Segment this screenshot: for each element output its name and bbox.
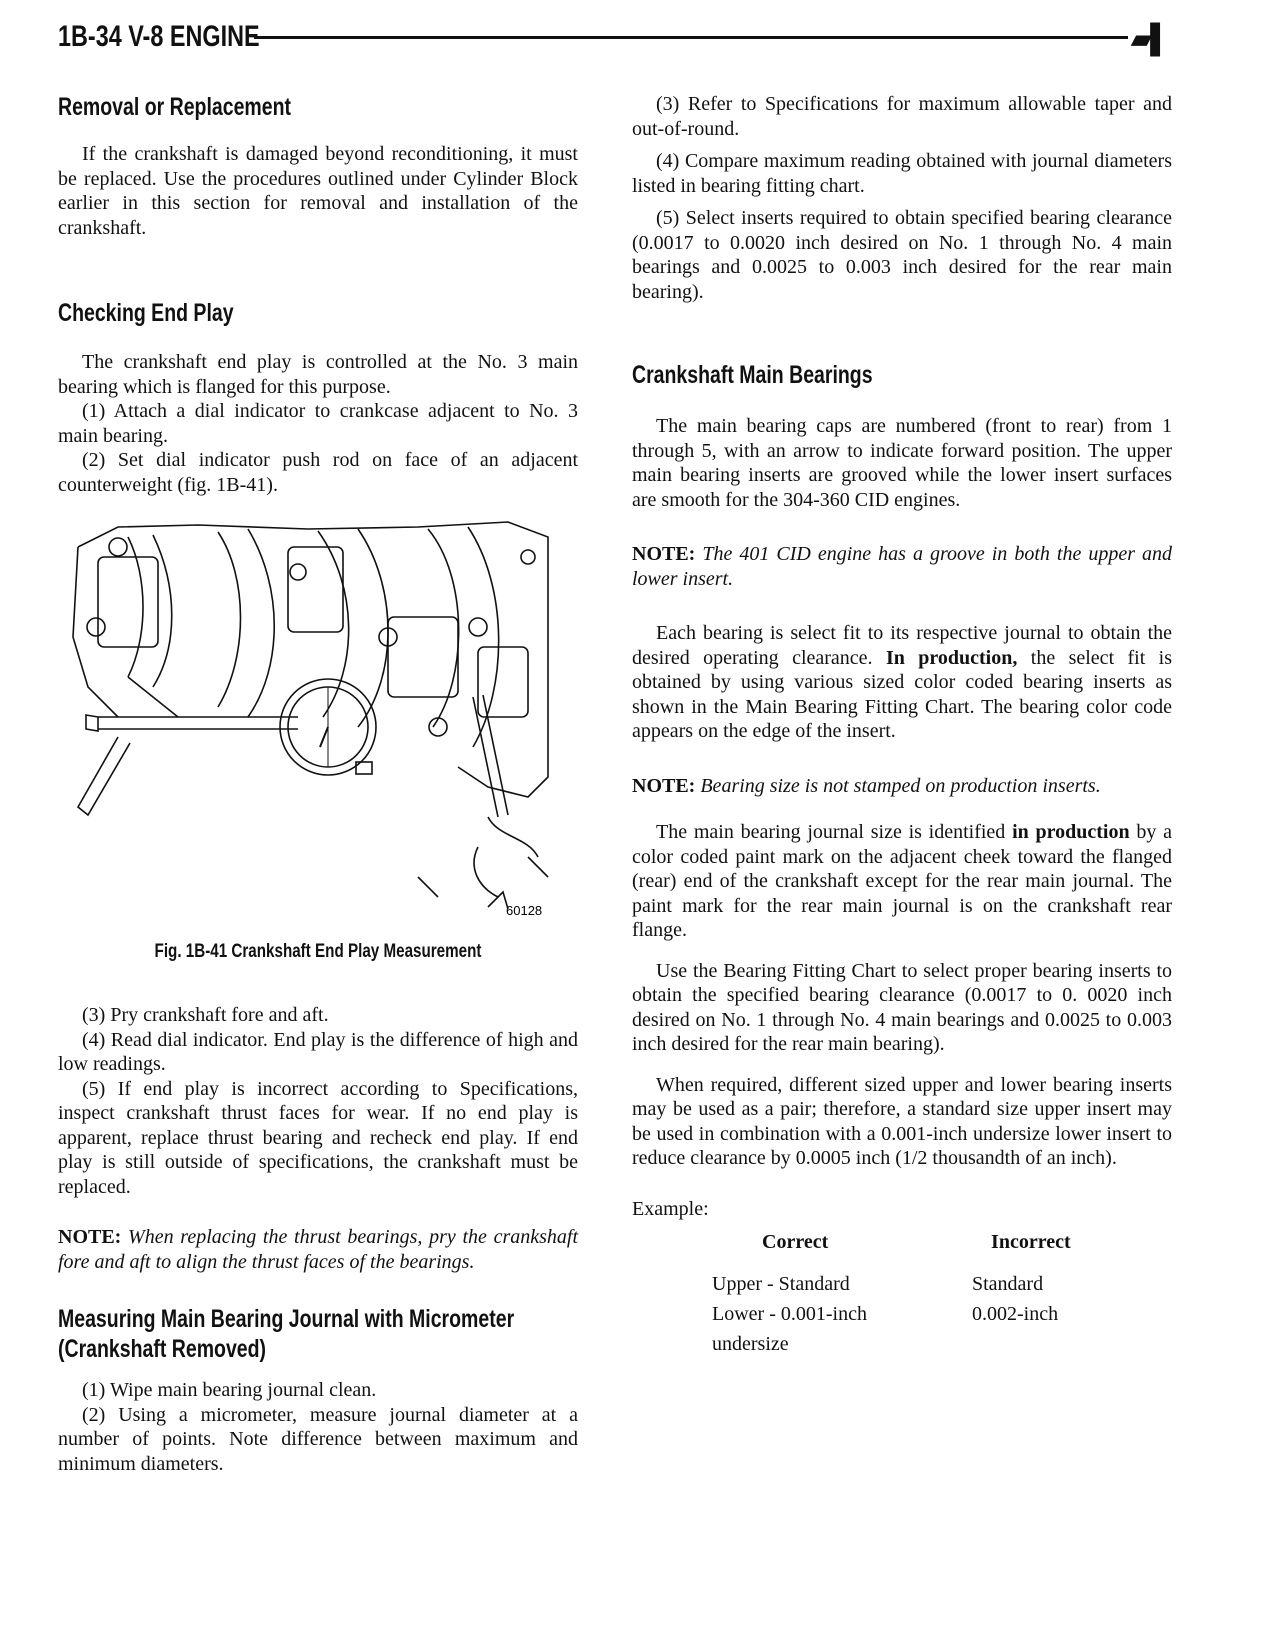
right-step-5: (5) Select inserts required to obtain specified bearing clearance (0.0017 to 0.0020 inch desired on No. 1 through No. 4 main bearings and 0.0025 to 0.003 inch desired for the rear main bearing).: [632, 207, 1172, 303]
table-cell: Standard: [972, 1273, 1044, 1295]
left-column: [58, 92, 578, 1476]
brand-logo-icon: ▰▌: [1130, 23, 1168, 54]
main-bearings-paragraph: The main bearing caps are numbered (front to rear) from 1 through 5, with an arrow to indicate forward position. The upper main bearing inserts are grooved while the lower insert surfaces are smooth for the 304-360 CID engines.: [632, 415, 1172, 511]
select-fit-text: the select fit is obtained by using various sized color coded bearing inserts as shown in the Main Bearing Fitting Chart. The bearing color code appears on the edge of the insert.: [632, 646, 1173, 742]
select-fit-text: Each bearing is select fit to its respective journal to obtain the desired operating clearance.: [632, 622, 1172, 669]
table-cell: undersize: [712, 1333, 789, 1355]
example-label: Example:: [632, 1197, 709, 1220]
table-cell: Lower - 0.001-inch: [712, 1303, 867, 1325]
select-fit-paragraph: [632, 621, 1172, 744]
page-title: 1B-34 V-8 ENGINE: [58, 20, 260, 53]
table-header-cell: Incorrect: [991, 1231, 1071, 1253]
example-table: [712, 1227, 1132, 1359]
table-header-row: [712, 1227, 1132, 1257]
note-label: NOTE:: [58, 1226, 122, 1248]
note-text: The 401 CID engine has a groove in both the upper and lower insert.: [632, 543, 1172, 590]
thrust-note: [58, 1225, 578, 1274]
note-text: When replacing the thrust bearings, pry the crankshaft fore and aft to align the thrust faces of the bearings.: [58, 1226, 578, 1273]
cid-note: [632, 542, 1172, 591]
main-bearings-heading: Crankshaft Main Bearings: [632, 361, 873, 389]
table-header-cell: Correct: [762, 1231, 829, 1253]
table-cell: 0.002-inch: [972, 1303, 1059, 1325]
table-cell: [972, 1329, 1132, 1359]
endplay-step-1: (1) Attach a dial indicator to crankcase adjacent to No. 3 main bearing.: [58, 400, 578, 447]
journal-size-emphasis: in production: [1012, 821, 1130, 843]
figure-caption: Fig. 1B-41 Crankshaft End Play Measurement: [154, 941, 482, 962]
removal-paragraph: If the crankshaft is damaged beyond reconditioning, it must be replaced. Use the procedures outlined under Cylinder Block earlier in this section for removal and installation of the crankshaft.: [58, 143, 578, 239]
note-text: Bearing size is not stamped on production inserts.: [700, 774, 1101, 797]
header-rule: [254, 36, 1128, 39]
journal-size-paragraph: [632, 820, 1172, 943]
journal-size-text: The main bearing journal size is identified: [656, 821, 1006, 843]
table-row: [712, 1269, 1132, 1299]
pair-paragraph: When required, different sized upper and lower bearing inserts may be used as a pair; therefore, a standard size upper insert may be used in combination with a 0.001-inch undersize lower insert to reduce clearance by 0.0005 inch (1/2 thousandth of an inch).: [632, 1073, 1172, 1169]
removal-heading: Removal or Replacement: [58, 93, 292, 121]
figure-id-label: 60128: [506, 903, 543, 918]
figure-1b-41: [58, 517, 578, 937]
note-label: NOTE:: [632, 774, 696, 797]
endplay-step-4: (4) Read dial indicator. End play is the difference of high and low readings.: [58, 1028, 578, 1075]
endplay-step-5: (5) If end play is incorrect according to Specifications, inspect crankshaft thrust faces for wear. If no end play is apparent, replace thrust bearing and recheck end play. If end play is still outside of specifications, the crankshaft must be replaced.: [58, 1077, 578, 1198]
endplay-step-3: (3) Pry crankshaft fore and aft.: [82, 1004, 329, 1026]
endplay-heading: Checking End Play: [58, 299, 234, 327]
endplay-intro: The crankshaft end play is controlled at the No. 3 main bearing which is flanged for this purpose.: [58, 351, 578, 398]
table-row: [712, 1299, 1132, 1329]
right-column: [632, 92, 1172, 1359]
measuring-step-1: (1) Wipe main bearing journal clean.: [82, 1379, 377, 1401]
stamp-note: [632, 774, 1172, 799]
note-label: NOTE:: [632, 543, 696, 565]
table-cell: Upper - Standard: [712, 1273, 850, 1295]
journal-size-text: by a color coded paint mark on the adjacent cheek toward the flanged (rear) end of the crankshaft except for the rear main journal. The paint mark for the rear main journal is on the crankshaft rear flange.: [632, 821, 1173, 941]
right-step-4: (4) Compare maximum reading obtained with journal diameters listed in bearing fitting chart.: [632, 150, 1172, 197]
right-step-3: (3) Refer to Specifications for maximum allowable taper and out-of-round.: [632, 93, 1172, 140]
fitting-chart-paragraph: Use the Bearing Fitting Chart to select proper bearing inserts to obtain the specified bearing clearance (0.0017 to 0. 0020 inch desired on No. 1 through No. 4 main bearings and 0.0025 to 0.003 inch desired for the rear main bearing).: [632, 959, 1172, 1055]
measuring-step-2: (2) Using a micrometer, measure journal diameter at a number of points. Note difference between maximum and minimum diameters.: [58, 1403, 578, 1475]
endplay-step-2: (2) Set dial indicator push rod on face of an adjacent counterweight (fig. 1B-41).: [58, 449, 578, 496]
table-row: [712, 1329, 1132, 1359]
select-fit-emphasis: In production,: [885, 646, 1018, 669]
crankshaft-end-play-illustration: [58, 517, 578, 937]
measuring-heading: Measuring Main Bearing Journal with Micrometer (Crankshaft Removed): [58, 1305, 515, 1363]
page-header: [58, 18, 1168, 58]
